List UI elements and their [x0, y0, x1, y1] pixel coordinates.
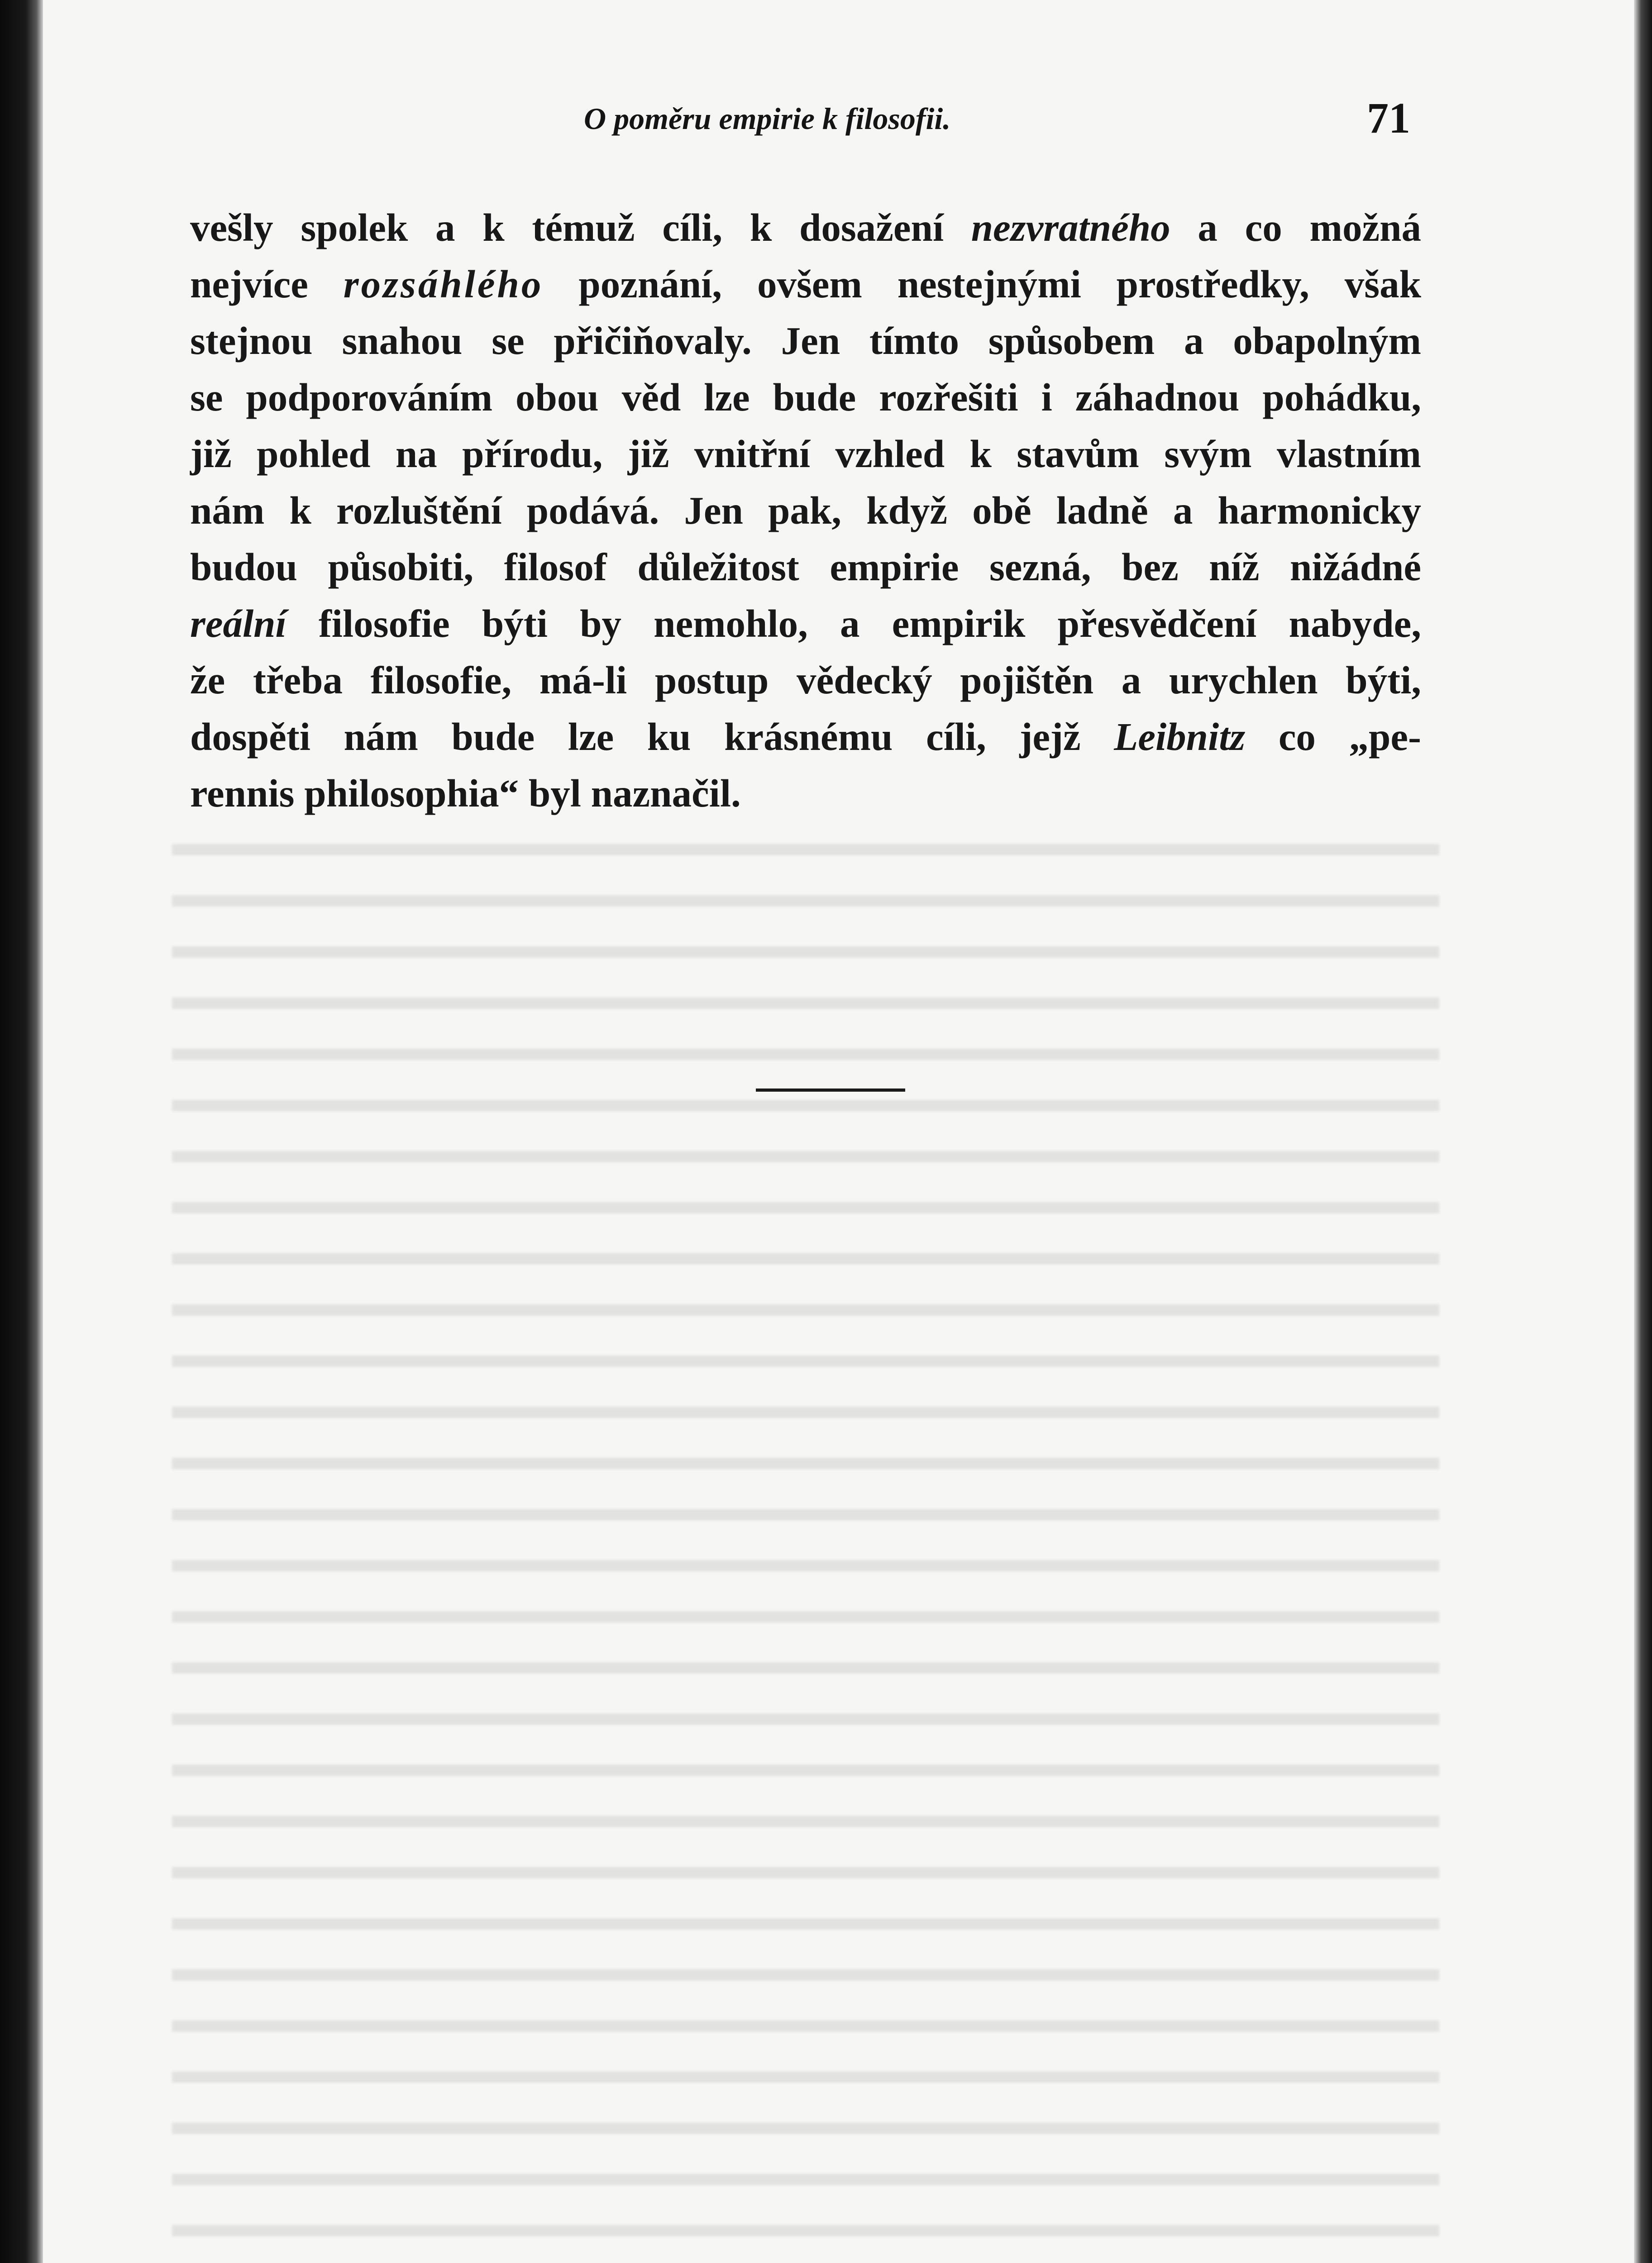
text-run: a co možná [1170, 205, 1421, 249]
emphasized-text: Leibnitz [1114, 715, 1246, 759]
section-divider [756, 1089, 905, 1092]
scan-left-edge [0, 0, 43, 2263]
running-title: O poměru empirie k filosofii. [584, 101, 951, 136]
text-line [190, 708, 1421, 765]
text-run: filosofie býti by nemohlo, a empirik přesvědčení nabyde, [286, 602, 1421, 645]
text-run: co „pe- [1245, 715, 1421, 759]
text-run: poznání, ovšem nestejnými prostředky, však [543, 262, 1422, 306]
text-run: nám k rozluštění podává. Jen pak, když obě ladně a harmonicky [190, 488, 1421, 532]
text-line [190, 312, 1421, 369]
scan-right-edge [1634, 0, 1652, 2263]
emphasized-text: nezvratného [971, 205, 1170, 249]
text-run: se podporováním obou věd lze bude rozřešiti i záhadnou pohádku, [190, 375, 1421, 419]
page-header [0, 93, 1652, 143]
text-line [190, 595, 1421, 652]
text-run: stejnou snahou se přičiňovaly. Jen tímto spůsobem a obapolným [190, 319, 1421, 363]
text-line [190, 652, 1421, 708]
page-number: 71 [1367, 94, 1410, 142]
text-run: rennis philosophia“ byl naznačil. [190, 771, 741, 815]
text-line [190, 482, 1421, 539]
show-through-text [172, 824, 1439, 2263]
text-run: budou působiti, filosof důležitost empirie sezná, bez níž nižádné [190, 545, 1421, 589]
text-line [190, 539, 1421, 595]
text-run: nejvíce [190, 262, 344, 306]
text-line [190, 425, 1421, 482]
emphasized-text: reální [190, 602, 286, 645]
text-line [190, 256, 1421, 312]
text-line [190, 369, 1421, 425]
text-line [190, 765, 1421, 821]
text-line [190, 199, 1421, 256]
emphasized-text: rozsáhlého [343, 262, 544, 306]
text-run: vešly spolek a k témuž cíli, k dosažení [190, 205, 971, 249]
text-run: že třeba filosofie, má-li postup vědecký pojištěn a urychlen býti, [190, 658, 1421, 702]
text-run: již pohled na přírodu, již vnitřní vzhled k stavům svým vlastním [190, 432, 1421, 476]
body-paragraph [190, 199, 1421, 821]
text-run: dospěti nám bude lze ku krásnému cíli, jejž [190, 715, 1114, 759]
